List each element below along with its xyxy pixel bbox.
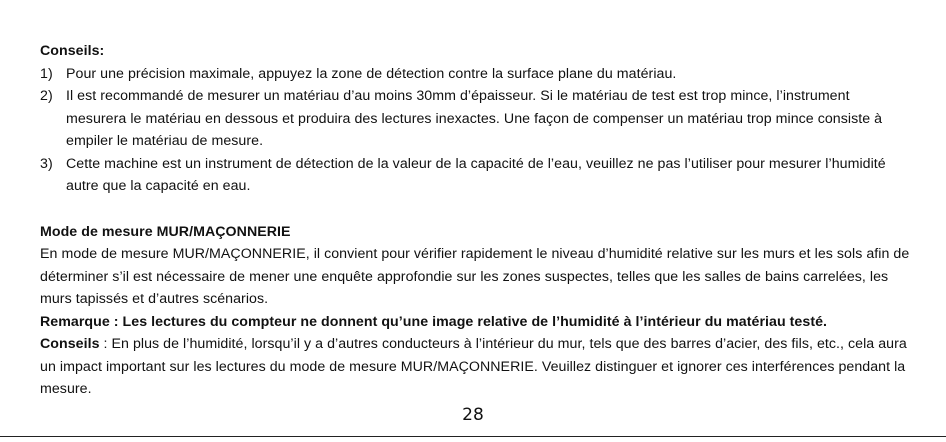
tip-text: Il est recommandé de mesurer un matériau d’au moins 30mm d’épaisseur. Si le matériau de test est trop mince, l’instrument mesurera le matériau en dessous et produira des lectures inexactes. Une façon de compenser un matériau trop mince consiste à empiler le matériau de mesure. — [66, 88, 883, 149]
tip-text: Pour une précision maximale, appuyez la zone de détection contre la surface plane du matériau. — [66, 65, 677, 82]
advice-label: Conseils — [40, 336, 100, 352]
tips-list-item — [40, 85, 910, 153]
section-spacer — [40, 198, 910, 221]
advice-text: : En plus de l’humidité, lorsqu’il y a d’autres conducteurs à l’intérieur du mur, tels que des barres d’acier, des fils, etc., cela aura un impact important sur les lectures du mode de mesure MUR/MAÇONNERIE. Veuillez distinguer et ignorer ces interférences pendant la mesure. — [40, 336, 907, 397]
tips-list-item — [40, 63, 910, 86]
tips-list — [40, 63, 910, 198]
wall-mode-paragraph: En mode de mesure MUR/MAÇONNERIE, il convient pour vérifier rapidement le niveau d’humidité relative sur les murs et les sols afin de déterminer s’il est nécessaire de mener une enquête approfondie sur les zones suspectes, telles que les salles de bains carrelées, les murs tapissés et d’autres scénarios. — [40, 246, 910, 307]
tip-number: 3) — [40, 155, 53, 172]
remark-line: Remarque : Les lectures du compteur ne donnent qu’une image relative de l’humidité à l’intérieur du matériau testé. — [40, 313, 828, 330]
advice-paragraph — [40, 333, 910, 401]
tip-number: 1) — [40, 65, 53, 82]
page-number: 28 — [462, 405, 484, 425]
manual-page-content — [40, 40, 910, 401]
tip-number: 2) — [40, 88, 53, 104]
tips-heading: Conseils: — [40, 43, 105, 59]
tip-text: Cette machine est un instrument de détection de la valeur de la capacité de l’eau, veuillez ne pas l’utiliser pour mesurer l’humidité autre que la capacité en eau. — [66, 155, 886, 194]
wall-mode-heading: Mode de mesure MUR/MAÇONNERIE — [40, 223, 291, 240]
bottom-divider — [0, 436, 946, 437]
tips-list-item — [40, 153, 910, 198]
